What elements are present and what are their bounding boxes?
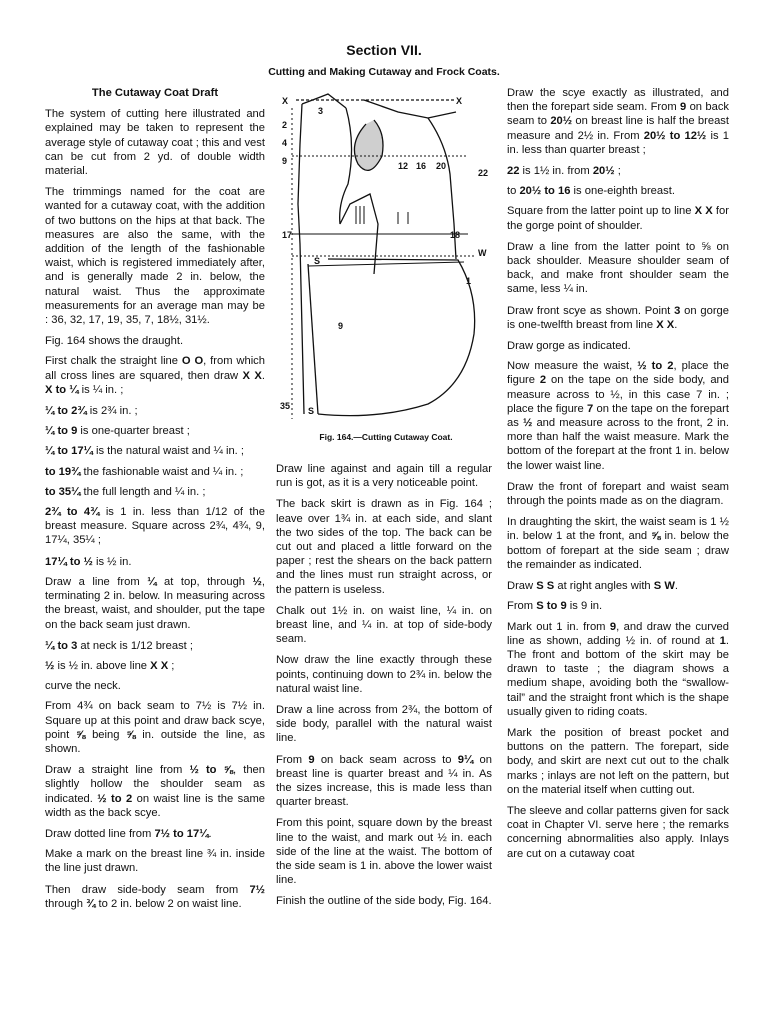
- paragraph: The back skirt is drawn as in Fig. 164 ; leave over 1¾ in. at each side, and slant the two sides of the top. The back can be cut out and placed a little forward on the paper ; rest the shears on the back pattern and the lines must run straight across, or the pattern is useless.: [276, 498, 492, 596]
- paragraph: Finish the outline of the side body, Fig. 164.: [276, 895, 492, 908]
- back-scye: [340, 108, 352, 224]
- paragraph: Now measure the waist, ½ to 2, place the figure 2 on the tape on the side body, and measure across to ½, in this case 7 in. ; place the figure 7 on the tape on the forepart as ½ and measure across to the front, 2 in. more than half the waist measure. Mark the bottom of the forepart at the front 1 in. below the lower waist line.: [507, 360, 729, 472]
- label-35: 35: [280, 401, 291, 411]
- paragraph: Draw a line from ¼ at top, through ½, terminating 2 in. below. In measuring across the breast, waist, and shoulder, put the tape on the back seam just drawn.: [45, 575, 265, 631]
- paragraph: Draw S S at right angles with S W.: [507, 580, 679, 593]
- label-s-bottom: S: [308, 406, 315, 416]
- left-column: [45, 86, 265, 918]
- paragraph: ½ is ½ in. above line X X ;: [45, 659, 175, 672]
- skirt-outline: [318, 259, 475, 416]
- paragraph: Draw a line from the latter point to ⅝ on back shoulder. Measure shoulder seam of back, and make front shoulder seam the same, less ¼ in.: [507, 240, 729, 296]
- paragraph: Draw dotted line from 7½ to 17¼.: [45, 827, 212, 840]
- paragraph: to 35¼ the full length and ¼ in. ;: [45, 485, 206, 498]
- middle-column: [276, 462, 492, 916]
- button-marks: [398, 212, 408, 224]
- label-2: 2: [282, 120, 288, 130]
- label-x-right: X: [456, 96, 463, 106]
- label-s-top: S: [314, 256, 321, 266]
- label-3: 3: [318, 106, 324, 116]
- paragraph: Draw the scye exactly as illustrated, and then the forepart side seam. From 9 on back seam to 20½ on breast line is half the breast measure and 2½ in. From 20½ to 12½ is 1 in. less than quarter breast ;: [507, 87, 730, 156]
- paragraph: 22 is 1½ in. from 20½ ;: [507, 165, 621, 178]
- paragraph: From this point, square down by the breast line to the waist, and mark out ½ in. each side of the line at the waist. The bottom of the side seam is 1 in. above the lower waist line.: [276, 817, 492, 887]
- label-4: 4: [282, 138, 288, 148]
- paragraph: Now draw the line exactly through these points, continuing down to 2¾ in. below the natural waist line.: [276, 654, 492, 695]
- paragraph: Then draw side-body seam from 7½ through ¾ to 2 in. below 2 on waist line.: [45, 883, 265, 910]
- paragraph: From 4¾ on back seam to 7½ is 7½ in. Square up at this point and draw back scye, point ⅝ being ⅝ in. outside the line, as shown.: [45, 700, 265, 755]
- diagram-svg: [278, 84, 498, 432]
- paragraph: Draw line against and again till a regular run is got, as it is a very noticeable point.: [276, 463, 492, 490]
- label-12: 12: [398, 161, 409, 171]
- label-22: 22: [478, 168, 489, 178]
- paragraph: ¼ to 17¼ is the natural waist and ¼ in. ;: [45, 445, 245, 458]
- back-seam: [298, 104, 304, 414]
- label-17: 17: [282, 230, 293, 240]
- figure-caption: Fig. 164.—Cutting Cutaway Coat.: [319, 432, 453, 442]
- pocket-marks: [356, 206, 364, 224]
- paragraph: Fig. 164 shows the draught.: [45, 335, 184, 348]
- label-16: 16: [416, 161, 427, 171]
- paragraph: 17¼ to ½ is ½ in.: [45, 555, 132, 568]
- label-20: 20: [436, 161, 447, 171]
- paragraph: Mark the position of breast pocket and buttons on the pattern. The forepart, side body, and skirt are next cut out to the chalk marks ; inlays are not left on the pattern, but on the material itself when cutting out.: [507, 726, 729, 796]
- section-title: Section VII.: [346, 42, 422, 58]
- label-1: 1: [466, 276, 472, 286]
- paragraph: 2¾ to 4¾ is 1 in. less than 1/12 of the breast measure. Square across 2¾, 4¾, 9, 17¼, 35¼ ;: [45, 506, 265, 547]
- front-shoulder: [364, 100, 456, 118]
- paragraph: Draw the front of forepart and waist seam through the points made as on the diagram.: [507, 480, 729, 508]
- right-column: [507, 86, 729, 868]
- paragraph: Make a mark on the breast line ¾ in. inside the line just drawn.: [45, 848, 265, 875]
- label-w: W: [478, 248, 487, 258]
- paragraph: From S to 9 is 9 in.: [507, 600, 603, 613]
- paragraph: curve the neck.: [45, 680, 121, 693]
- paragraph: Chalk out 1½ in. on waist line, ¼ in. on breast line, and ¼ in. at top of side-body seam.: [276, 604, 492, 646]
- paragraph: ¼ to 9 is one-quarter breast ;: [45, 425, 190, 438]
- paragraph: Draw front scye as shown. Point 3 on gorge is one-twelfth breast from line X X.: [507, 304, 729, 331]
- label-18: 18: [450, 230, 461, 240]
- paragraph: From 9 on back seam across to 9¼ on breast line is quarter breast and ¼ in. As the sizes increase, this is made less than quarter breast.: [276, 753, 492, 809]
- paragraph: ¼ to 2¾ is 2¾ in. ;: [45, 405, 138, 418]
- paragraph: The system of cutting here illustrated and explained may be taken to represent the average style of cutaway coat ; this and vest can be cut from 2 yd. of double width material.: [45, 108, 265, 178]
- paragraph: Square from the latter point up to line X X for the gorge point of shoulder.: [507, 205, 729, 232]
- paragraph: First chalk the straight line O O, from which all cross lines are squared, then draw X X. X to ¼ is ¼ in. ;: [45, 355, 266, 396]
- paragraph: to 20½ to 16 is one-eighth breast.: [507, 185, 675, 198]
- label-x-left: X: [282, 96, 289, 106]
- section-subtitle: Cutting and Making Cutaway and Frock Coats.: [268, 66, 500, 78]
- skirt-waist-seam: [308, 262, 464, 266]
- paragraph: Draw gorge as indicated.: [507, 340, 631, 353]
- draft-heading: The Cutaway Coat Draft: [91, 87, 219, 99]
- back-neck: [302, 94, 346, 108]
- paragraph: The sleeve and collar patterns given for sack coat in Chapter VI. serve here ; the remarks concerning abnormalities also apply. Inlays are cut on a cutaway coat: [507, 804, 730, 860]
- paragraph: to 19¾ the fashionable waist and ¼ in. ;: [45, 465, 244, 478]
- paragraph: Mark out 1 in. from 9, and draw the curved line as shown, adding ½ in. of round at 1. The front and bottom of the skirt may be drawn to taste ; the diagram shows a medium shape, avoiding both the “swallow-tail” and the straight front which is the shape usually given to riding coats.: [507, 620, 729, 718]
- label-9-skirt: 9: [338, 321, 344, 331]
- armhole: [354, 120, 383, 170]
- paragraph: Draw a straight line from ½ to ⅝, then slightly hollow the shoulder seam as indicated. ½ to 2 on waist line is the same width as the back scye.: [45, 764, 266, 819]
- paragraph: Draw a line across from 2¾, the bottom of side body, parallel with the natural waist line.: [276, 704, 492, 745]
- label-9: 9: [282, 156, 288, 166]
- cutaway-coat-diagram: [278, 84, 498, 432]
- paragraph: The trimmings named for the coat are wanted for a cutaway coat, with the addition of two buttons on the hips at that back. The measures are also the same, with the addition of the length of the fashionable waist, which is registered immediately after, and is generally made 2 in. below, the natural waist. Thus the approximate measurements for an average man may be : 36, 32, 17, 19, 35, 7, 18½, 31½.: [45, 186, 265, 327]
- skirt-back: [308, 264, 318, 414]
- paragraph: ¼ to 3 at neck is 1/12 breast ;: [45, 639, 194, 652]
- paragraph: In draughting the skirt, the waist seam is 1 ½ in. below 1 at the front, and ⅝ in. below the bottom of forepart at the side seam ; draw the remainder as indicated.: [507, 516, 729, 571]
